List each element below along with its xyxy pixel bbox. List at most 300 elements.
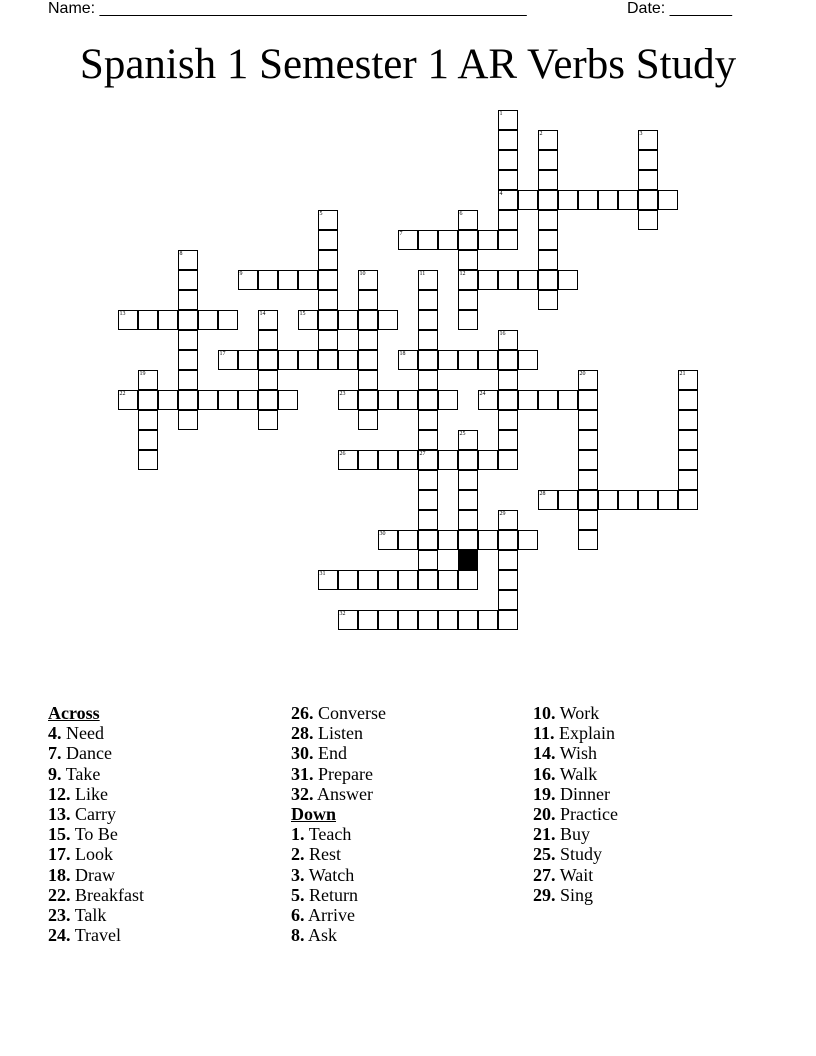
clue-text: Need <box>66 723 104 744</box>
clue-number: 1. <box>291 824 305 845</box>
clue-column-2 <box>291 703 386 945</box>
grid-cell[interactable] <box>138 430 158 450</box>
clue-text: Breakfast <box>75 884 144 905</box>
clue-number: 23. <box>48 904 71 925</box>
clue-number: 6. <box>291 904 305 925</box>
grid-cell[interactable] <box>498 410 518 430</box>
grid-cell[interactable] <box>478 350 498 370</box>
clue-down-27 <box>533 865 618 885</box>
clue-across-7 <box>48 743 144 763</box>
clue-text: Look <box>75 844 113 865</box>
grid-cell[interactable] <box>538 390 558 410</box>
grid-cell[interactable] <box>438 230 458 250</box>
clue-number-label: 30 <box>379 531 386 537</box>
clue-number-label: 31 <box>319 571 326 577</box>
clue-across-26 <box>291 703 386 723</box>
grid-cell[interactable] <box>458 230 478 250</box>
grid-cell[interactable] <box>138 310 158 330</box>
clue-column-3 <box>533 703 618 905</box>
clue-number-label: 29 <box>499 511 506 517</box>
grid-cell[interactable] <box>678 410 698 430</box>
clue-number: 14. <box>533 743 556 764</box>
clue-number: 32. <box>291 783 314 804</box>
grid-cell[interactable] <box>458 350 478 370</box>
grid-cell[interactable] <box>178 410 198 430</box>
grid-cell[interactable] <box>418 530 438 550</box>
grid-cell[interactable] <box>418 570 438 590</box>
clue-text: Take <box>65 763 101 784</box>
grid-cell[interactable] <box>498 530 518 550</box>
clue-number-label: 11 <box>419 271 426 277</box>
grid-cell[interactable] <box>518 390 538 410</box>
grid-cell[interactable] <box>418 410 438 430</box>
grid-cell[interactable] <box>678 430 698 450</box>
grid-cell[interactable] <box>218 310 238 330</box>
grid-cell[interactable] <box>538 290 558 310</box>
grid-cell[interactable] <box>398 450 418 470</box>
grid-cell[interactable] <box>378 310 398 330</box>
grid-cell[interactable] <box>438 350 458 370</box>
clue-text: Wish <box>559 743 597 764</box>
clue-across-4 <box>48 723 144 743</box>
clue-number: 11. <box>533 723 555 744</box>
grid-cell[interactable] <box>658 190 678 210</box>
grid-cell[interactable] <box>358 450 378 470</box>
grid-cell[interactable] <box>138 410 158 430</box>
clue-number: 25. <box>533 844 556 865</box>
clue-across-24 <box>48 925 144 945</box>
clue-text: Prepare <box>318 763 373 784</box>
clue-number: 5. <box>291 884 305 905</box>
clue-down-14 <box>533 743 618 763</box>
grid-cell[interactable] <box>478 230 498 250</box>
clue-column-1 <box>48 703 144 945</box>
clue-number-label: 10 <box>359 271 366 277</box>
grid-cell[interactable] <box>198 310 218 330</box>
grid-cell[interactable] <box>498 610 518 630</box>
grid-cell[interactable] <box>158 390 178 410</box>
clue-number-label: 26 <box>339 451 346 457</box>
grid-cell[interactable] <box>318 250 338 270</box>
grid-cell[interactable] <box>538 150 558 170</box>
grid-cell[interactable] <box>318 310 338 330</box>
clue-down-2 <box>291 844 386 864</box>
grid-cell[interactable] <box>538 230 558 250</box>
grid-cell[interactable] <box>198 390 218 410</box>
clue-text: Talk <box>74 904 107 925</box>
grid-cell[interactable] <box>578 470 598 490</box>
clue-across-18 <box>48 865 144 885</box>
grid-cell[interactable] <box>678 470 698 490</box>
clue-number-label: 14 <box>259 311 266 317</box>
clue-across-32 <box>291 784 386 804</box>
clue-text: Answer <box>317 783 374 804</box>
grid-cell[interactable] <box>158 310 178 330</box>
grid-cell[interactable] <box>498 210 518 230</box>
grid-cell[interactable] <box>178 370 198 390</box>
grid-cell[interactable] <box>458 290 478 310</box>
grid-cell[interactable] <box>178 290 198 310</box>
grid-cell[interactable] <box>538 210 558 230</box>
clue-number: 24. <box>48 925 71 946</box>
grid-cell[interactable] <box>638 170 658 190</box>
grid-cell[interactable] <box>498 450 518 470</box>
grid-cell[interactable] <box>418 350 438 370</box>
clue-number: 17. <box>48 844 71 865</box>
clue-text: Sing <box>560 884 594 905</box>
grid-cell[interactable] <box>438 450 458 470</box>
clue-number-label: 27 <box>419 451 426 457</box>
grid-cell[interactable] <box>318 350 338 370</box>
grid-cell[interactable] <box>418 310 438 330</box>
page-title: Spanish 1 Semester 1 AR Verbs Study <box>79 41 737 88</box>
grid-cell[interactable] <box>458 510 478 530</box>
clue-text: Return <box>309 884 358 905</box>
grid-cell[interactable] <box>458 570 478 590</box>
grid-cell[interactable] <box>558 190 578 210</box>
grid-cell[interactable] <box>338 310 358 330</box>
clue-number-label: 5 <box>319 211 323 217</box>
clue-number: 2. <box>291 844 305 865</box>
grid-cell[interactable] <box>398 570 418 590</box>
clue-number: 26. <box>291 703 314 723</box>
clue-text: End <box>318 743 347 764</box>
clue-number: 3. <box>291 864 305 885</box>
clue-down-1 <box>291 824 386 844</box>
grid-cell[interactable] <box>318 330 338 350</box>
grid-cell[interactable] <box>418 510 438 530</box>
grid-cell[interactable] <box>498 170 518 190</box>
grid-cell[interactable] <box>638 150 658 170</box>
grid-cell[interactable] <box>418 430 438 450</box>
grid-cell[interactable] <box>358 610 378 630</box>
clue-number-label: 4 <box>499 191 503 197</box>
grid-cell[interactable] <box>578 390 598 410</box>
clue-number-label: 8 <box>179 251 183 257</box>
grid-cell[interactable] <box>498 550 518 570</box>
grid-cell[interactable] <box>378 450 398 470</box>
grid-cell[interactable] <box>258 410 278 430</box>
grid-cell[interactable] <box>358 570 378 590</box>
grid-cell[interactable] <box>498 150 518 170</box>
grid-cell[interactable] <box>438 390 458 410</box>
grid-cell[interactable] <box>578 490 598 510</box>
grid-cell[interactable] <box>578 510 598 530</box>
clue-down-10 <box>533 703 618 723</box>
grid-cell[interactable] <box>238 350 258 370</box>
clue-number: 18. <box>48 864 71 885</box>
grid-cell[interactable] <box>178 390 198 410</box>
clue-number-label: 1 <box>499 111 503 117</box>
grid-cell[interactable] <box>518 190 538 210</box>
grid-cell[interactable] <box>258 350 278 370</box>
grid-cell[interactable] <box>438 530 458 550</box>
grid-cell[interactable] <box>458 610 478 630</box>
clue-number-label: 17 <box>219 351 226 357</box>
grid-cell[interactable] <box>138 390 158 410</box>
clue-down-19 <box>533 784 618 804</box>
grid-cell[interactable] <box>498 570 518 590</box>
grid-cell[interactable] <box>398 390 418 410</box>
clue-number: 21. <box>533 824 556 845</box>
down-heading: Down <box>291 803 337 824</box>
grid-cell[interactable] <box>618 490 638 510</box>
clue-number: 28. <box>291 723 314 744</box>
grid-cell[interactable] <box>678 490 698 510</box>
clue-number-label: 7 <box>399 231 403 237</box>
clue-number: 22. <box>48 884 71 905</box>
clue-number: 4. <box>48 723 62 744</box>
grid-cell[interactable] <box>558 490 578 510</box>
grid-cell[interactable] <box>418 230 438 250</box>
grid-cell[interactable] <box>358 370 378 390</box>
date-field[interactable]: Date: _______ <box>627 0 732 17</box>
grid-cell[interactable] <box>418 370 438 390</box>
grid-cell[interactable] <box>358 330 378 350</box>
clue-number-label: 6 <box>459 211 463 217</box>
clue-across-9 <box>48 764 144 784</box>
clue-number-label: 3 <box>639 131 643 137</box>
grid-cell[interactable] <box>338 350 358 370</box>
clue-text: Wait <box>559 864 594 885</box>
grid-cell[interactable] <box>518 350 538 370</box>
grid-cell[interactable] <box>498 590 518 610</box>
grid-cell[interactable] <box>178 310 198 330</box>
grid-cell[interactable] <box>538 190 558 210</box>
grid-cell[interactable] <box>278 350 298 370</box>
clue-number-label: 16 <box>499 331 506 337</box>
grid-cell[interactable] <box>278 270 298 290</box>
grid-cell[interactable] <box>598 490 618 510</box>
clue-number-label: 22 <box>119 391 126 397</box>
grid-cell[interactable] <box>558 270 578 290</box>
clue-number: 9. <box>48 763 62 784</box>
grid-cell[interactable] <box>458 250 478 270</box>
grid-cell[interactable] <box>338 570 358 590</box>
grid-cell[interactable] <box>358 390 378 410</box>
grid-cell[interactable] <box>178 270 198 290</box>
clue-text: Buy <box>560 824 591 845</box>
clue-number-label: 25 <box>459 431 466 437</box>
grid-cell[interactable] <box>478 610 498 630</box>
clue-number: 30. <box>291 743 314 764</box>
clue-number: 13. <box>48 803 71 824</box>
clue-text: Walk <box>559 763 598 784</box>
grid-cell[interactable] <box>458 530 478 550</box>
grid-cell[interactable] <box>258 370 278 390</box>
grid-cell[interactable] <box>538 270 558 290</box>
grid-cell[interactable] <box>438 610 458 630</box>
grid-cell[interactable] <box>418 490 438 510</box>
grid-cell[interactable] <box>558 390 578 410</box>
clue-across-22 <box>48 885 144 905</box>
clue-number-label: 9 <box>239 271 243 277</box>
grid-cell[interactable] <box>318 270 338 290</box>
grid-cell[interactable] <box>178 330 198 350</box>
clue-number: 16. <box>533 763 556 784</box>
clue-text: To Be <box>74 824 118 845</box>
clue-text: Arrive <box>308 904 355 925</box>
clue-number: 29. <box>533 884 556 905</box>
clue-text: Converse <box>318 703 386 723</box>
clue-number-label: 32 <box>339 611 346 617</box>
grid-cell[interactable] <box>638 190 658 210</box>
grid-cell[interactable] <box>358 290 378 310</box>
grid-cell[interactable] <box>358 310 378 330</box>
clue-down-6 <box>291 905 386 925</box>
blocked-cell <box>458 550 478 570</box>
grid-cell[interactable] <box>478 270 498 290</box>
grid-cell[interactable] <box>378 570 398 590</box>
grid-cell[interactable] <box>418 610 438 630</box>
grid-cell[interactable] <box>518 530 538 550</box>
grid-cell[interactable] <box>418 330 438 350</box>
grid-cell[interactable] <box>318 290 338 310</box>
grid-cell[interactable] <box>658 490 678 510</box>
clue-text: Dinner <box>560 783 610 804</box>
clue-number-label: 2 <box>539 131 543 137</box>
clue-number: 12. <box>48 783 71 804</box>
grid-cell[interactable] <box>458 310 478 330</box>
clue-number-label: 13 <box>119 311 126 317</box>
clue-number-label: 21 <box>679 371 686 377</box>
grid-cell[interactable] <box>258 270 278 290</box>
clue-across-31 <box>291 764 386 784</box>
grid-cell[interactable] <box>358 350 378 370</box>
grid-cell[interactable] <box>298 350 318 370</box>
clue-number-label: 28 <box>539 491 546 497</box>
clue-across-12 <box>48 784 144 804</box>
clue-number-label: 12 <box>459 271 466 277</box>
grid-cell[interactable] <box>518 270 538 290</box>
grid-cell[interactable] <box>578 190 598 210</box>
clue-number-label: 15 <box>299 311 306 317</box>
clue-text: Watch <box>308 864 355 885</box>
grid-cell[interactable] <box>398 610 418 630</box>
clue-text: Listen <box>318 723 363 744</box>
clue-number-label: 24 <box>479 391 486 397</box>
grid-cell[interactable] <box>298 270 318 290</box>
grid-cell[interactable] <box>538 250 558 270</box>
grid-cell[interactable] <box>578 430 598 450</box>
grid-cell[interactable] <box>478 530 498 550</box>
clue-number: 31. <box>291 763 314 784</box>
grid-cell[interactable] <box>378 610 398 630</box>
clue-down-5 <box>291 885 386 905</box>
clue-across-13 <box>48 804 144 824</box>
clue-down-21 <box>533 824 618 844</box>
clue-down-20 <box>533 804 618 824</box>
grid-cell[interactable] <box>358 410 378 430</box>
clue-down-16 <box>533 764 618 784</box>
grid-cell[interactable] <box>178 350 198 370</box>
grid-cell[interactable] <box>258 390 278 410</box>
clue-text: Rest <box>309 844 342 865</box>
clue-text: Ask <box>308 925 338 946</box>
grid-cell[interactable] <box>138 450 158 470</box>
grid-cell[interactable] <box>678 450 698 470</box>
clue-across-17 <box>48 844 144 864</box>
grid-cell[interactable] <box>318 230 338 250</box>
clue-text: Work <box>559 703 600 723</box>
clue-down-11 <box>533 723 618 743</box>
grid-cell[interactable] <box>498 350 518 370</box>
grid-cell[interactable] <box>418 550 438 570</box>
grid-cell[interactable] <box>638 210 658 230</box>
grid-cell[interactable] <box>418 470 438 490</box>
clue-across-30 <box>291 743 386 763</box>
clue-text: Carry <box>75 803 116 824</box>
clue-down-8 <box>291 925 386 945</box>
grid-cell[interactable] <box>218 390 238 410</box>
grid-cell[interactable] <box>458 450 478 470</box>
clue-down-3 <box>291 865 386 885</box>
clue-number: 8. <box>291 925 305 946</box>
clue-number-label: 19 <box>139 371 146 377</box>
clue-number: 10. <box>533 703 556 723</box>
grid-cell[interactable] <box>618 190 638 210</box>
grid-cell[interactable] <box>578 410 598 430</box>
clue-number: 27. <box>533 864 556 885</box>
grid-cell[interactable] <box>498 390 518 410</box>
clue-text: Dance <box>66 743 112 764</box>
clue-number-label: 18 <box>399 351 406 357</box>
grid-cell[interactable] <box>498 430 518 450</box>
clue-text: Like <box>75 783 108 804</box>
grid-cell[interactable] <box>678 390 698 410</box>
grid-cell[interactable] <box>418 390 438 410</box>
clue-number: 19. <box>533 783 556 804</box>
clue-number: 15. <box>48 824 71 845</box>
clue-text: Draw <box>75 864 115 885</box>
grid-cell[interactable] <box>418 290 438 310</box>
grid-cell[interactable] <box>498 130 518 150</box>
grid-cell[interactable] <box>498 270 518 290</box>
grid-cell[interactable] <box>458 470 478 490</box>
clue-number: 7. <box>48 743 62 764</box>
clue-across-23 <box>48 905 144 925</box>
clue-text: Study <box>560 844 603 865</box>
clue-number: 20. <box>533 803 556 824</box>
grid-cell[interactable] <box>578 530 598 550</box>
grid-cell[interactable] <box>278 390 298 410</box>
grid-cell[interactable] <box>498 230 518 250</box>
clue-down-25 <box>533 844 618 864</box>
grid-cell[interactable] <box>238 390 258 410</box>
grid-cell[interactable] <box>638 490 658 510</box>
grid-cell[interactable] <box>378 390 398 410</box>
clue-text: Teach <box>308 824 352 845</box>
grid-cell[interactable] <box>398 530 418 550</box>
grid-cell[interactable] <box>538 170 558 190</box>
name-field[interactable]: Name: ________________________________________________ <box>48 0 527 17</box>
clue-down-29 <box>533 885 618 905</box>
grid-cell[interactable] <box>478 450 498 470</box>
clue-text: Explain <box>559 723 616 744</box>
clue-number-label: 20 <box>579 371 586 377</box>
grid-cell[interactable] <box>498 370 518 390</box>
grid-cell[interactable] <box>578 450 598 470</box>
grid-cell[interactable] <box>258 330 278 350</box>
grid-cell[interactable] <box>438 570 458 590</box>
across-heading: Across <box>48 703 100 723</box>
clue-text: Travel <box>74 925 122 946</box>
clue-across-28 <box>291 723 386 743</box>
grid-cell[interactable] <box>458 490 478 510</box>
clue-text: Practice <box>560 803 618 824</box>
grid-cell[interactable] <box>598 190 618 210</box>
clue-across-15 <box>48 824 144 844</box>
